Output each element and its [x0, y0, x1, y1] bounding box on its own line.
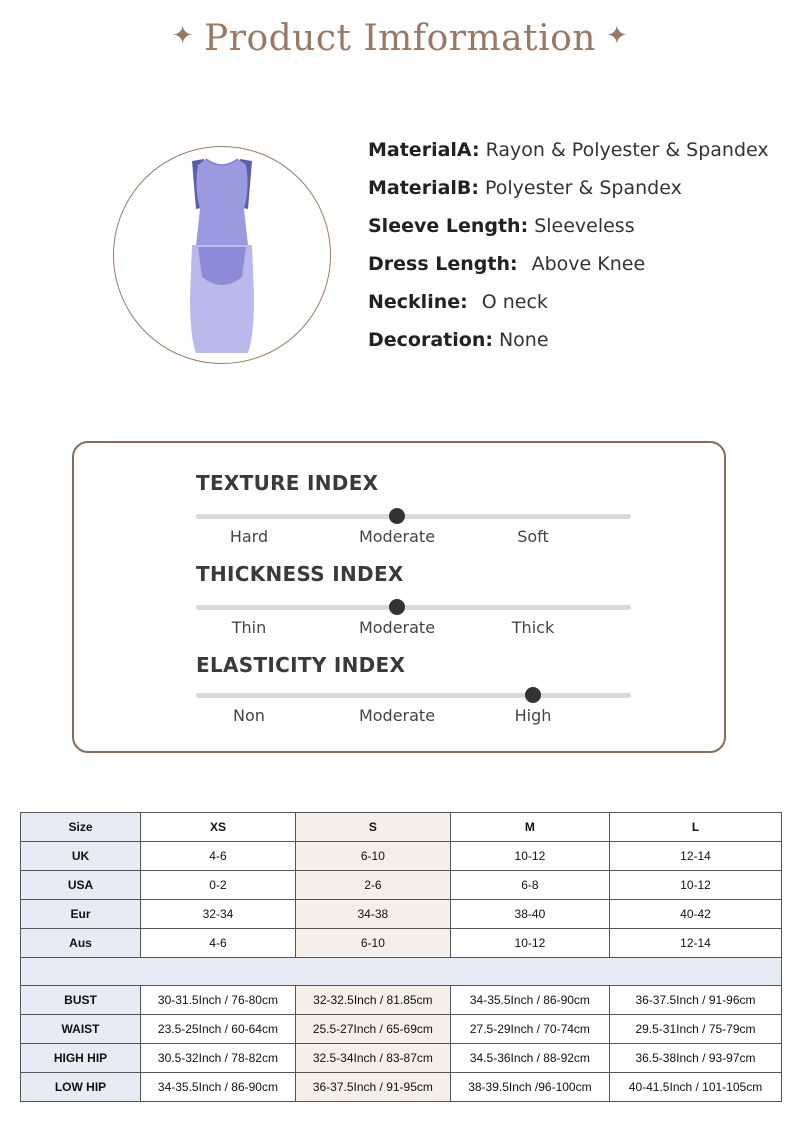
table-cell: 34-35.5Inch / 86-90cm — [141, 1073, 296, 1102]
table-cell: 4-6 — [141, 842, 296, 871]
thickness-index-track — [196, 605, 631, 610]
table-cell: 10-12 — [610, 871, 782, 900]
spacer-cell — [21, 958, 141, 986]
star-left-icon: ✦ — [171, 21, 195, 51]
spacer-cell — [610, 958, 782, 986]
table-cell: 6-8 — [450, 871, 609, 900]
table-header-cell: Size — [21, 813, 141, 842]
table-header-row — [21, 813, 782, 842]
table-header-cell: XS — [141, 813, 296, 842]
product-image — [113, 146, 331, 364]
table-cell: 2-6 — [295, 871, 450, 900]
table-cell: 23.5-25Inch / 60-64cm — [141, 1015, 296, 1044]
spec-row-sleeve-length — [368, 214, 769, 252]
table-row — [21, 1015, 782, 1044]
elasticity-tick-1: Non — [233, 706, 265, 725]
page-title-text: Product Imformation — [204, 18, 596, 59]
texture-tick-2: Moderate — [358, 527, 436, 546]
spec-value: None — [498, 329, 549, 351]
spec-row-material-a — [368, 138, 769, 176]
row-label: WAIST — [21, 1015, 141, 1044]
table-cell: 27.5-29Inch / 70-74cm — [450, 1015, 609, 1044]
table-row — [21, 900, 782, 929]
texture-tick-1: Hard — [229, 527, 269, 546]
row-label: USA — [21, 871, 141, 900]
thickness-index-knob — [389, 599, 405, 615]
table-cell: 12-14 — [610, 842, 782, 871]
spec-label: MaterialA: — [368, 139, 480, 161]
spec-row-decoration — [368, 328, 769, 366]
table-cell: 25.5-27Inch / 65-69cm — [295, 1015, 450, 1044]
table-spacer-row — [21, 958, 782, 986]
table-row — [21, 871, 782, 900]
spec-value: Above Knee — [531, 253, 646, 275]
table-cell: 32-32.5Inch / 81.85cm — [295, 986, 450, 1015]
table-cell: 32.5-34Inch / 83-87cm — [295, 1044, 450, 1073]
table-header-cell: S — [295, 813, 450, 842]
table-row — [21, 1073, 782, 1102]
table-row — [21, 986, 782, 1015]
thickness-tick-1: Thin — [231, 618, 267, 637]
size-chart-table — [20, 812, 782, 1102]
spacer-cell — [450, 958, 609, 986]
row-label: LOW HIP — [21, 1073, 141, 1102]
table-row — [21, 1044, 782, 1073]
page-title — [0, 18, 800, 59]
table-cell: 38-39.5Inch /96-100cm — [450, 1073, 609, 1102]
star-right-icon: ✦ — [605, 21, 629, 51]
table-header-cell: M — [450, 813, 609, 842]
table-row — [21, 929, 782, 958]
table-cell: 6-10 — [295, 842, 450, 871]
table-header-cell: L — [610, 813, 782, 842]
spec-list — [368, 138, 769, 366]
table-cell: 36.5-38Inch / 93-97cm — [610, 1044, 782, 1073]
spec-value: Rayon & Polyester & Spandex — [485, 139, 769, 161]
texture-index-title: TEXTURE INDEX — [196, 471, 379, 495]
table-cell: 10-12 — [450, 842, 609, 871]
thickness-index-title: THICKNESS INDEX — [196, 562, 404, 586]
table-cell: 34-38 — [295, 900, 450, 929]
thickness-tick-2: Moderate — [358, 618, 436, 637]
spec-label: Neckline: — [368, 291, 468, 313]
spacer-cell — [295, 958, 450, 986]
table-cell: 32-34 — [141, 900, 296, 929]
texture-index-knob — [389, 508, 405, 524]
table-cell: 30.5-32Inch / 78-82cm — [141, 1044, 296, 1073]
row-label: UK — [21, 842, 141, 871]
table-cell: 38-40 — [450, 900, 609, 929]
table-cell: 40-42 — [610, 900, 782, 929]
table-cell: 10-12 — [450, 929, 609, 958]
elasticity-tick-3: High — [514, 706, 552, 725]
table-cell: 12-14 — [610, 929, 782, 958]
table-cell: 29.5-31Inch / 75-79cm — [610, 1015, 782, 1044]
spec-value: Polyester & Spandex — [485, 177, 682, 199]
spec-label: Sleeve Length: — [368, 215, 529, 237]
spacer-cell — [141, 958, 296, 986]
row-label: Aus — [21, 929, 141, 958]
row-label: HIGH HIP — [21, 1044, 141, 1073]
table-cell: 6-10 — [295, 929, 450, 958]
table-cell: 0-2 — [141, 871, 296, 900]
elasticity-index-title: ELASTICITY INDEX — [196, 653, 406, 677]
table-cell: 34-35.5Inch / 86-90cm — [450, 986, 609, 1015]
spec-label: MaterialB: — [368, 177, 479, 199]
spec-value: O neck — [481, 291, 548, 313]
row-label: Eur — [21, 900, 141, 929]
table-cell: 4-6 — [141, 929, 296, 958]
table-cell: 34.5-36Inch / 88-92cm — [450, 1044, 609, 1073]
spec-label: Decoration: — [368, 329, 493, 351]
spec-value: Sleeveless — [534, 215, 635, 237]
table-cell: 36-37.5Inch / 91-96cm — [610, 986, 782, 1015]
spec-row-material-b — [368, 176, 769, 214]
dress-illustration — [114, 147, 330, 363]
texture-index-track — [196, 514, 631, 519]
table-cell: 40-41.5Inch / 101-105cm — [610, 1073, 782, 1102]
thickness-tick-3: Thick — [511, 618, 555, 637]
texture-tick-3: Soft — [517, 527, 549, 546]
elasticity-tick-2: Moderate — [358, 706, 436, 725]
spec-row-neckline — [368, 290, 769, 328]
row-label: BUST — [21, 986, 141, 1015]
elasticity-index-track — [196, 693, 631, 698]
spec-row-dress-length — [368, 252, 769, 290]
table-row — [21, 842, 782, 871]
table-cell: 30-31.5Inch / 76-80cm — [141, 986, 296, 1015]
spec-label: Dress Length: — [368, 253, 518, 275]
elasticity-index-knob — [525, 687, 541, 703]
table-cell: 36-37.5Inch / 91-95cm — [295, 1073, 450, 1102]
